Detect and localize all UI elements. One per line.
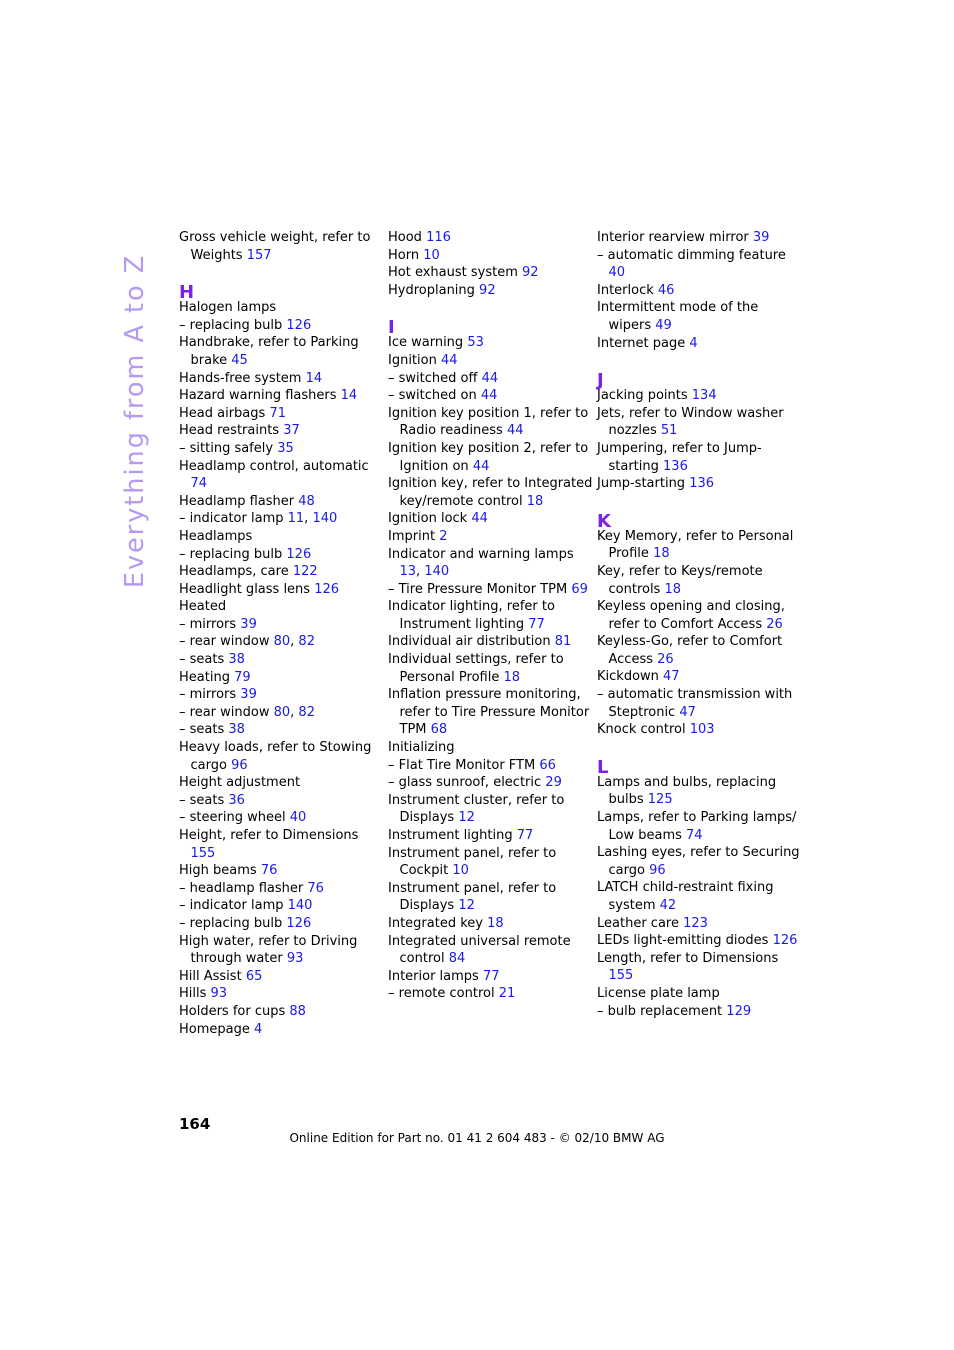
entry-text: Interlock: [597, 282, 654, 298]
index-entry: [179, 581, 384, 599]
section-heading: L: [597, 756, 609, 778]
page-ref-link[interactable]: 44: [506, 423, 524, 439]
entry-text: – seats: [179, 722, 225, 738]
page-ref-link[interactable]: 122: [292, 564, 318, 580]
page-ref-link[interactable]: 49: [655, 317, 672, 333]
page-ref-link[interactable]: 140: [312, 511, 338, 527]
page-ref-link[interactable]: 47: [663, 669, 680, 685]
entry-text: Hood: [388, 230, 422, 245]
entry-text: – indicator lamp: [179, 511, 284, 527]
page-ref-link[interactable]: 36: [228, 792, 245, 808]
index-entry: [597, 774, 802, 809]
index-entry: [388, 845, 593, 880]
page-ref-link[interactable]: 12: [458, 898, 475, 914]
entry-text: Indicator and warning lamps: [388, 546, 574, 562]
page-ref-link[interactable]: 44: [481, 370, 499, 386]
page-ref-link[interactable]: 65: [245, 968, 263, 984]
entry-text: Lamps and bulbs, replacing bulbs: [597, 774, 777, 808]
entry-text: Lashing eyes, refer to Securing cargo: [597, 845, 800, 878]
page-ref-link[interactable]: 80: [273, 704, 291, 720]
index-entry: [388, 528, 593, 546]
entry-text: Handbrake, refer to Parking brake: [179, 335, 359, 368]
index-entry: [388, 739, 593, 757]
index-entry: [388, 774, 593, 792]
entry-text: Headlamps, care: [179, 564, 289, 580]
page-ref-link[interactable]: 140: [287, 898, 313, 914]
index-entry: [179, 616, 384, 634]
page-ref-link[interactable]: 38: [228, 652, 245, 668]
side-title-text: Everything from A to Z: [120, 253, 150, 588]
page-ref-link[interactable]: 80: [273, 634, 291, 650]
page-ref-link[interactable]: 12: [458, 810, 475, 826]
index-entry: [179, 739, 384, 774]
index-entry: [597, 844, 802, 879]
page-ref-link[interactable]: 77: [516, 828, 534, 843]
index-entry: [597, 475, 802, 493]
entry-text: – headlamp flasher: [179, 880, 304, 896]
entry-text: Internet page: [597, 335, 686, 351]
page-ref-link[interactable]: 39: [752, 230, 770, 245]
entry-text: – indicator lamp: [179, 898, 284, 914]
page-ref-link[interactable]: 18: [526, 493, 544, 509]
entry-text: Indicator lighting, refer to Instrument lighting: [388, 599, 555, 632]
entry-text: Head restraints: [179, 423, 280, 439]
entry-text: Ignition key position 1, refer to Radio readiness: [388, 405, 589, 439]
page-ref-link[interactable]: 74: [190, 476, 208, 492]
index-column-1: [179, 229, 384, 1038]
page-ref-link[interactable]: 48: [298, 493, 315, 509]
index-entry: [179, 721, 384, 739]
index-entry: [179, 686, 384, 704]
index-entry: [597, 528, 802, 563]
index-entry: [179, 933, 384, 968]
entry-text: Hill Assist: [179, 968, 242, 984]
entry-text: – rear window: [179, 704, 270, 720]
entry-text: Hands-free system: [179, 370, 302, 386]
entry-text: Heavy loads, refer to Stowing cargo: [179, 740, 372, 773]
index-entry: [179, 422, 384, 440]
page-ref-link[interactable]: 69: [571, 581, 588, 597]
entry-text: Ignition: [388, 352, 437, 368]
page-ref-link[interactable]: 21: [498, 986, 516, 1002]
index-entry: [388, 264, 593, 282]
entry-text: Instrument lighting: [388, 828, 513, 843]
index-entry: [179, 862, 384, 880]
index-entry: [179, 774, 384, 792]
entry-text: – switched on: [388, 388, 477, 404]
page-ref-link[interactable]: 37: [283, 423, 300, 439]
section-heading: H: [179, 282, 195, 304]
index-entry: [179, 440, 384, 458]
page-ref-link[interactable]: 18: [653, 546, 670, 562]
entry-text: Intermittent mode of the wipers: [597, 300, 759, 333]
entry-text: Headlamp control, automatic: [179, 458, 369, 474]
entry-text: Heating: [179, 669, 230, 685]
entry-text: Jacking points: [597, 388, 688, 404]
page-ref-link[interactable]: 76: [260, 863, 278, 879]
entry-text: Hot exhaust system: [388, 265, 518, 281]
entry-text: – replacing bulb: [179, 915, 283, 931]
page-ref-link[interactable]: 126: [772, 933, 798, 949]
page-ref-link[interactable]: 136: [663, 458, 688, 474]
index-entry: [179, 968, 384, 986]
entry-text: Interior lamps: [388, 968, 479, 984]
page-ref-link[interactable]: 140: [424, 564, 450, 580]
index-entry: [597, 950, 802, 985]
entry-text: Hazard warning flashers: [179, 388, 337, 404]
entry-text: Leather care: [597, 915, 679, 931]
entry-text: – rear window: [179, 634, 270, 650]
index-entry: [179, 299, 384, 317]
entry-text: – automatic transmission with Steptronic: [597, 687, 793, 720]
index-entry: [179, 1021, 384, 1039]
index-entry: [597, 387, 802, 405]
index-entry: [597, 1003, 802, 1021]
index-entry: – rear window 80, 82: [179, 634, 315, 650]
entry-text: – switched off: [388, 370, 478, 386]
page-ref-link[interactable]: 155: [190, 845, 216, 861]
page-ref-link[interactable]: 18: [664, 581, 682, 597]
page-ref-link[interactable]: 74: [686, 827, 703, 843]
entry-text: Individual air distribution: [388, 634, 551, 650]
index-entry: [179, 827, 384, 862]
entry-text: License plate lamp: [597, 985, 720, 1001]
entry-text: High water, refer to Driving through water: [179, 933, 358, 967]
index-entry: Indicator and warning lamps 13, 140: [388, 546, 574, 580]
entry-text: Holders for cups: [179, 1003, 286, 1019]
index-entry: [388, 651, 593, 686]
page-ref-link[interactable]: 77: [482, 968, 500, 984]
page-ref-link[interactable]: 123: [683, 915, 708, 931]
page-ref-link[interactable]: 39: [240, 616, 257, 632]
page-ref-link[interactable]: 44: [440, 352, 458, 368]
index-entry: [179, 915, 384, 933]
entry-text: Ignition key, refer to Integrated key/remote control: [388, 476, 593, 509]
entry-text: Ignition lock: [388, 511, 468, 527]
index-entry: [597, 440, 802, 475]
entry-text: High beams: [179, 863, 257, 879]
page-ref-link[interactable]: 84: [448, 951, 466, 967]
page-ref-link[interactable]: 81: [554, 634, 572, 650]
index-entry: [597, 686, 802, 721]
page-ref-link[interactable]: 44: [480, 388, 498, 404]
index-entry: [388, 827, 593, 845]
index-entry: [597, 247, 802, 282]
page-ref-link[interactable]: 88: [289, 1003, 306, 1019]
entry-text: – automatic dimming feature: [597, 247, 786, 263]
index-entry: [388, 405, 593, 440]
index-entry: [388, 792, 593, 827]
page-ref-link[interactable]: 76: [307, 880, 324, 896]
entry-text: Keyless-Go, refer to Comfort Access: [597, 634, 783, 667]
page-ref-link[interactable]: 66: [539, 757, 556, 773]
index-entry: [597, 229, 802, 247]
index-entry: [597, 879, 802, 914]
page-ref-link[interactable]: 96: [231, 757, 248, 773]
page-ref-link[interactable]: 71: [269, 405, 286, 421]
entry-text: – sitting safely: [179, 440, 274, 456]
index-entry: [597, 563, 802, 598]
page-ref-link[interactable]: 2: [439, 528, 448, 544]
index-entry: [179, 493, 384, 511]
page-ref-link[interactable]: 53: [467, 335, 484, 351]
index-entry: [179, 458, 384, 493]
page-ref-link[interactable]: 42: [659, 898, 677, 913]
page-ref-link[interactable]: 10: [423, 247, 440, 263]
section-heading: K: [597, 510, 611, 532]
entry-text: Ignition key position 2, refer to Ignition on: [388, 440, 589, 474]
entry-text: Integrated universal remote control: [388, 933, 571, 967]
entry-text: Headlight glass lens: [179, 581, 311, 597]
index-entry: [388, 334, 593, 352]
entry-text: Horn: [388, 247, 420, 263]
index-entry: [388, 633, 593, 651]
page-ref-link[interactable]: 40: [608, 265, 626, 281]
page-ref-link[interactable]: 18: [503, 669, 521, 685]
entry-text: – replacing bulb: [179, 546, 283, 562]
index-entry: [388, 581, 593, 599]
page-ref-link[interactable]: 92: [522, 265, 539, 281]
index-entry: [179, 229, 384, 264]
index-entry: [388, 247, 593, 265]
entry-text: – mirrors: [179, 687, 237, 703]
index-entry: [597, 721, 802, 739]
entry-text: LATCH child-restraint fixing system: [597, 880, 774, 913]
page-ref-link[interactable]: 125: [647, 792, 673, 808]
entry-text: Individual settings, refer to Personal Profile: [388, 652, 564, 685]
index-entry: [388, 985, 593, 1003]
index-entry: [388, 880, 593, 915]
index-entry: [179, 317, 384, 335]
page-ref-link[interactable]: 44: [472, 458, 490, 474]
entry-text: Headlamps: [179, 528, 253, 544]
index-entry: [179, 880, 384, 898]
page-ref-link[interactable]: 51: [660, 423, 678, 439]
index-entry: [388, 933, 593, 968]
entry-text: LEDs light-emitting diodes: [597, 933, 769, 949]
index-column-2: [388, 229, 593, 1003]
page-ref-link[interactable]: 11: [287, 511, 305, 527]
index-entry: [597, 335, 802, 353]
index-entry: [179, 405, 384, 423]
page-ref-link[interactable]: 35: [277, 440, 294, 456]
page-ref-link[interactable]: 129: [726, 1003, 752, 1019]
entry-text: – steering wheel: [179, 810, 286, 826]
index-entry: [179, 792, 384, 810]
page-ref-link[interactable]: 136: [689, 476, 715, 492]
index-entry: [597, 598, 802, 633]
index-entry: [597, 668, 802, 686]
index-entry: [597, 915, 802, 933]
page-ref-link[interactable]: 45: [231, 352, 248, 368]
index-entry: [179, 598, 384, 616]
entry-text: – mirrors: [179, 616, 237, 632]
index-entry: [597, 985, 802, 1003]
index-entry: [597, 633, 802, 668]
page-ref-link[interactable]: 126: [286, 546, 312, 562]
index-entry: [388, 686, 593, 739]
section-heading: J: [597, 370, 604, 392]
entry-text: Headlamp flasher: [179, 493, 295, 509]
index-entry: [388, 510, 593, 528]
page-ref-link[interactable]: 93: [210, 986, 228, 1002]
entry-text: Key, refer to Keys/remote controls: [597, 563, 763, 597]
entry-text: Inflation pressure monitoring, refer to Tire Pressure Monitor TPM: [388, 687, 590, 738]
entry-text: Ice warning: [388, 335, 464, 351]
index-entry: [388, 282, 593, 300]
entry-text: Jumpering, refer to Jump-starting: [597, 440, 762, 474]
entry-text: – Flat Tire Monitor FTM: [388, 757, 536, 773]
page-ref-link[interactable]: 4: [689, 335, 698, 351]
entry-text: Head airbags: [179, 405, 266, 421]
index-entry: [179, 370, 384, 388]
page-ref-link[interactable]: 40: [289, 810, 307, 826]
entry-text: Integrated key: [388, 915, 483, 931]
index-column-3: [597, 229, 802, 1020]
index-entry: [179, 1003, 384, 1021]
index-entry: [388, 968, 593, 986]
entry-text: Homepage: [179, 1021, 250, 1037]
page-ref-link[interactable]: 4: [254, 1021, 263, 1037]
page-ref-link[interactable]: 96: [649, 862, 666, 878]
side-title: [120, 233, 150, 608]
index-entry: [179, 897, 384, 915]
index-entry: [179, 651, 384, 669]
page-ref-link[interactable]: 92: [479, 282, 496, 298]
page-ref-link[interactable]: 134: [691, 388, 717, 404]
index-entry: [388, 757, 593, 775]
entry-text: – Tire Pressure Monitor TPM: [388, 581, 568, 597]
index-entry: [388, 598, 593, 633]
page-ref-link[interactable]: 29: [545, 775, 562, 791]
page-ref-link[interactable]: 155: [608, 968, 634, 984]
entry-text: Knock control: [597, 722, 686, 738]
entry-text: – seats: [179, 792, 225, 808]
page-ref-link[interactable]: 13: [399, 564, 417, 580]
page-ref-link[interactable]: 82: [298, 634, 315, 650]
page-ref-link[interactable]: 126: [286, 317, 312, 333]
entry-text: Height adjustment: [179, 775, 301, 791]
entry-text: Lamps, refer to Parking lamps/ Low beams: [597, 810, 797, 843]
entry-text: Imprint: [388, 528, 436, 544]
page-ref-link[interactable]: 47: [679, 704, 696, 720]
index-entry: [388, 370, 593, 388]
page-ref-link[interactable]: 26: [657, 651, 674, 667]
page-ref-link[interactable]: 116: [426, 230, 451, 245]
section-heading: I: [388, 317, 395, 339]
index-entry: [179, 387, 384, 405]
entry-text: Kickdown: [597, 669, 659, 685]
entry-text: Heated: [179, 599, 227, 615]
page-ref-link[interactable]: 26: [766, 616, 783, 632]
page-ref-link[interactable]: 77: [528, 616, 545, 632]
index-entry: [179, 563, 384, 581]
entry-text: – remote control: [388, 986, 495, 1002]
index-entry: [597, 282, 802, 300]
entry-text: Instrument panel, refer to Displays: [388, 880, 557, 914]
page-ref-link[interactable]: 46: [657, 282, 675, 298]
index-entry: [388, 387, 593, 405]
page-ref-link[interactable]: 103: [689, 722, 715, 738]
index-entry: [179, 985, 384, 1003]
page-ref-link[interactable]: 93: [286, 951, 304, 967]
page-ref-link[interactable]: 14: [340, 388, 358, 404]
page-ref-link[interactable]: 126: [314, 581, 340, 597]
entry-text: Instrument cluster, refer to Displays: [388, 792, 565, 826]
entry-text: Length, refer to Dimensions: [597, 950, 779, 966]
entry-text: Initializing: [388, 740, 455, 756]
entry-text: Instrument panel, refer to Cockpit: [388, 845, 557, 879]
page-ref-link[interactable]: 39: [240, 687, 257, 703]
footer: Online Edition for Part no. 01 41 2 604 483 - © 02/10 BMW AG: [289, 1131, 665, 1145]
index-entry: [179, 334, 384, 369]
entry-text: Gross vehicle weight, refer to Weights: [179, 230, 371, 263]
entry-text: Keyless opening and closing, refer to Comfort Access: [597, 599, 785, 632]
index-entry: [597, 299, 802, 334]
index-entry: [179, 669, 384, 687]
index-entry: [388, 475, 593, 510]
page-ref-link[interactable]: 79: [234, 669, 251, 685]
page-number: 164: [179, 1115, 211, 1133]
page-ref-link[interactable]: 82: [298, 704, 315, 720]
entry-text: Jets, refer to Window washer nozzles: [597, 405, 784, 439]
index-entry: – rear window 80, 82: [179, 704, 315, 720]
index-entry: – indicator lamp 11, 140: [179, 511, 338, 527]
index-entry: [388, 229, 593, 247]
index-entry: [388, 915, 593, 933]
page-ref-link[interactable]: 10: [452, 863, 469, 879]
page-ref-link[interactable]: 18: [487, 915, 504, 931]
index-entry: [179, 809, 384, 827]
entry-text: Interior rearview mirror: [597, 230, 749, 245]
entry-text: Hills: [179, 986, 207, 1002]
page-ref-link[interactable]: 157: [246, 247, 272, 263]
index-entry: [388, 440, 593, 475]
page-ref-link[interactable]: 68: [430, 722, 448, 738]
page-ref-link[interactable]: 126: [286, 915, 312, 931]
index-entry: [597, 405, 802, 440]
page-ref-link[interactable]: 14: [305, 370, 323, 386]
entry-text: Halogen lamps: [179, 300, 277, 316]
index-entry: [388, 352, 593, 370]
entry-text: Jump-starting: [597, 476, 686, 492]
page-ref-link[interactable]: 38: [228, 722, 245, 738]
entry-text: – glass sunroof, electric: [388, 775, 542, 791]
index-entry: [179, 546, 384, 564]
index-entry: [597, 932, 802, 950]
index-entry: [179, 528, 384, 546]
index-entry: [597, 809, 802, 844]
entry-text: – bulb replacement: [597, 1003, 723, 1019]
entry-text: Height, refer to Dimensions: [179, 828, 359, 843]
entry-text: Hydroplaning: [388, 282, 475, 298]
entry-text: – replacing bulb: [179, 317, 283, 333]
page-ref-link[interactable]: 44: [471, 511, 488, 527]
entry-text: Key Memory, refer to Personal Profile: [597, 528, 794, 562]
entry-text: – seats: [179, 652, 225, 668]
